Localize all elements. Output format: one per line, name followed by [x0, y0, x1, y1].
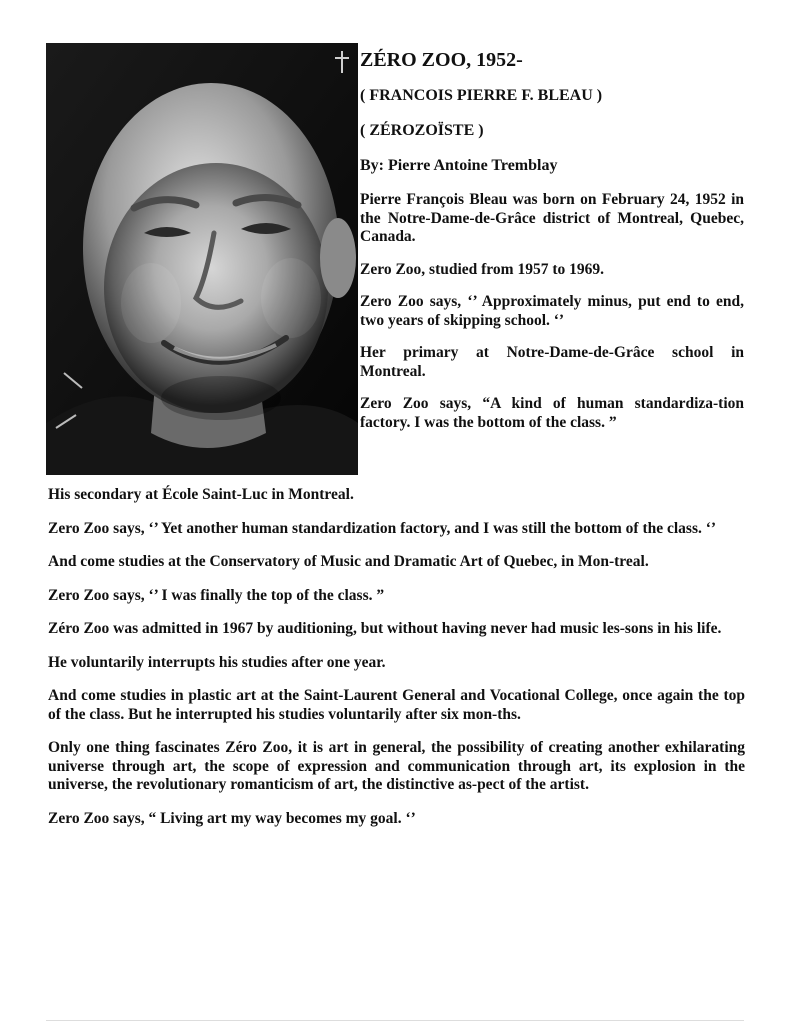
body-paragraph-9: Zero Zoo says, “ Living art my way becomes my goal. ‘’ [48, 809, 416, 827]
body-paragraph-4: Zero Zoo says, ‘’ I was finally the top of the class. ” [48, 586, 385, 604]
body-text [48, 486, 745, 843]
page-title: ZÉRO ZOO, 1952- [360, 49, 523, 71]
side-paragraph-2: Zero Zoo, studied from 1957 to 1969. [360, 260, 604, 278]
header-column [360, 48, 744, 446]
byline: By: Pierre Antoine Tremblay [360, 157, 558, 174]
body-paragraph-2: Zero Zoo says, ‘’ Yet another human standardization factory, and I was still the bottom of the class. ‘’ [48, 519, 717, 537]
movement-name: ( ZÉROZOÏSTE ) [360, 122, 484, 139]
side-paragraph-5: Zero Zoo says, “A kind of human standardiza-tion factory. I was the bottom of the class. ” [360, 395, 744, 431]
body-paragraph-1: His secondary at École Saint-Luc in Montreal. [48, 486, 354, 503]
portrait-image [46, 43, 358, 475]
body-paragraph-5: Zéro Zoo was admitted in 1967 by auditioning, but without having never had music les-sons in his life. [48, 620, 722, 637]
body-paragraph-8: Only one thing fascinates Zéro Zoo, it is art in general, the possibility of creating another exhilarating universe through art, the scope of expression and communication through art, its explosion in the universe, the revolutionary romanticism of art, the distinctive as-pect of the artist. [48, 739, 745, 793]
side-paragraph-3: Zero Zoo says, ‘’ Approximately minus, put end to end, two years of skipping school. ‘’ [360, 293, 744, 329]
body-paragraph-3: And come studies at the Conservatory of Music and Dramatic Art of Quebec, in Mon-treal. [48, 553, 649, 570]
bottom-rule [46, 1020, 744, 1021]
real-name: ( FRANCOIS PIERRE F. BLEAU ) [360, 87, 603, 104]
portrait-photo [46, 43, 358, 475]
body-paragraph-6: He voluntarily interrupts his studies after one year. [48, 653, 386, 671]
body-paragraph-7: And come studies in plastic art at the Saint-Laurent General and Vocational College, once again the top of the class. But he interrupted his studies voluntarily after six mon-ths. [48, 687, 745, 723]
side-paragraph-1: Pierre François Bleau was born on February 24, 1952 in the Notre-Dame-de-Grâce district of Montreal, Quebec, Canada. [360, 191, 744, 245]
side-paragraph-4: Her primary at Notre-Dame-de-Grâce school in Montreal. [360, 344, 744, 380]
